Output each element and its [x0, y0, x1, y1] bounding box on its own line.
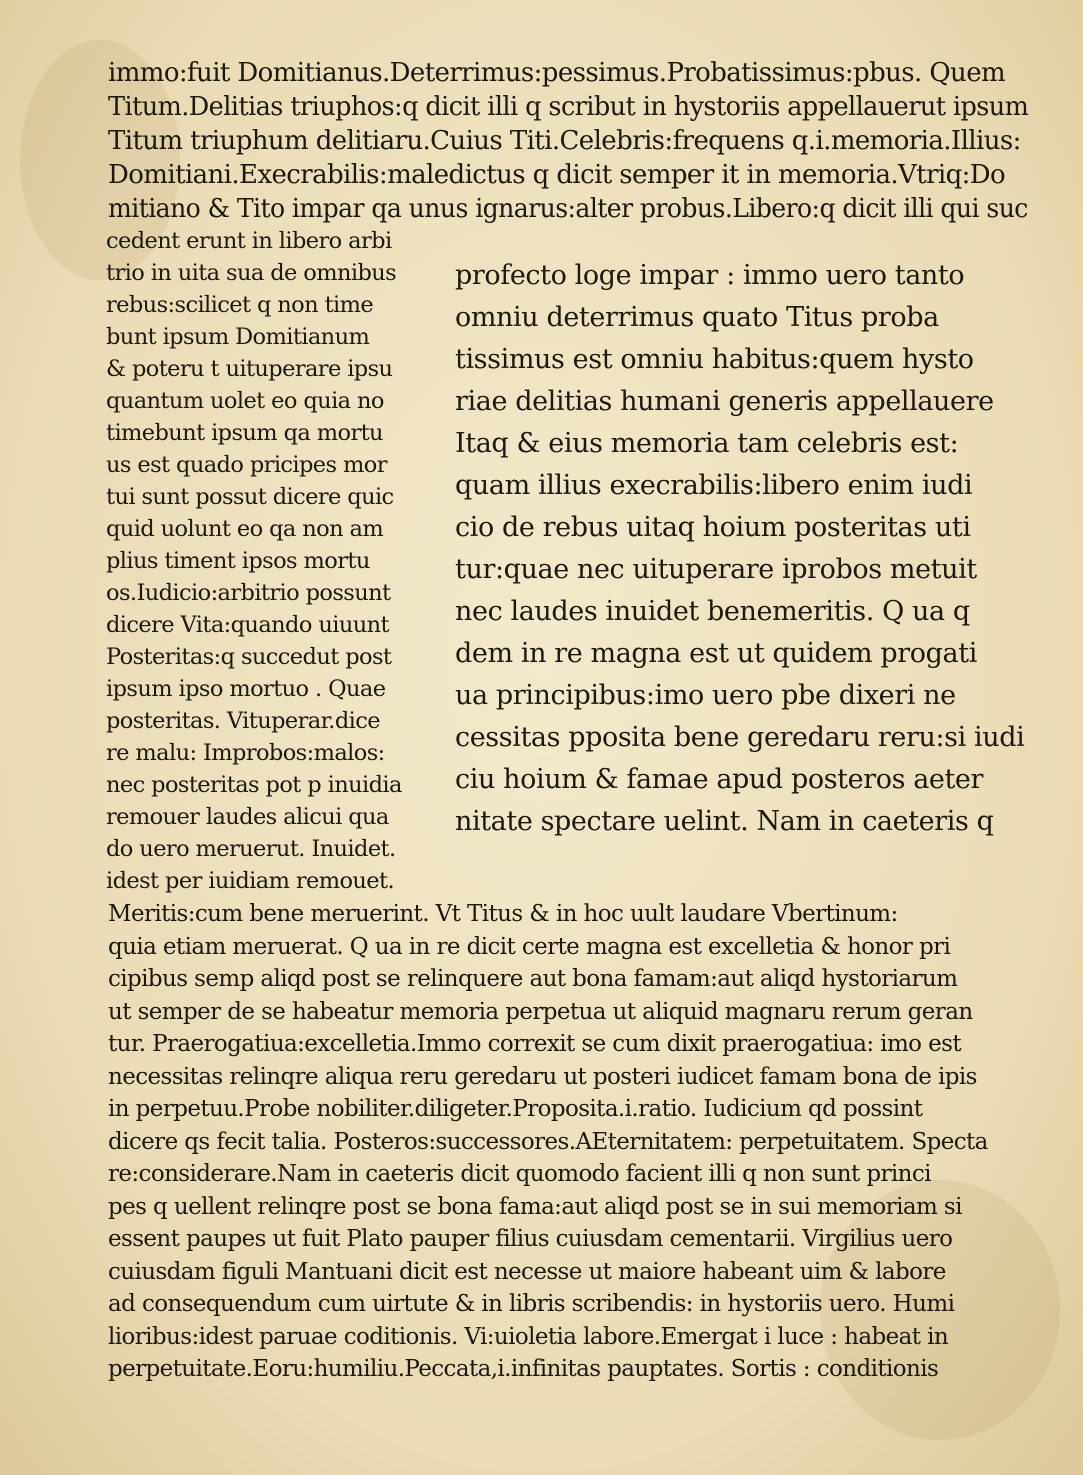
text-line: Meritis:cum bene meruerint. Vt Titus & in hoc uult laudare Vbertinum:: [108, 901, 898, 927]
text-line: mitiano & Tito impar qa unus ignarus:alter probus.Libero:q dicit illi qui suc: [108, 194, 1028, 224]
text-line: ipsum ipso mortuo . Quae: [106, 676, 386, 702]
text-line: in perpetuu.Probe nobiliter.diligeter.Proposita.i.ratio. Iudicium qd possint: [108, 1096, 923, 1122]
text-line: posteritas. Vituperar.dice: [106, 708, 380, 734]
text-line: plius timent ipsos mortu: [106, 548, 370, 574]
text-line: cuiusdam figuli Mantuani dicit est necesse ut maiore habeant uim & labore: [108, 1258, 946, 1285]
text-line: Titum.Delitias triuphos:q dicit illi q scribut in hystoriis appellauerut ipsum: [108, 92, 1029, 122]
text-line: tui sunt possut dicere quic: [106, 484, 394, 510]
text-line: nitate spectare uelint. Nam in caeteris q: [455, 806, 994, 837]
text-line: profecto loge impar : immo uero tanto: [455, 260, 965, 291]
text-line: tissimus est omniu habitus:quem hysto: [455, 344, 974, 375]
text-line: quid uolunt eo qa non am: [106, 516, 384, 542]
text-line: nec posteritas pot p inuidia: [106, 772, 402, 798]
main-text-column: [455, 262, 1025, 862]
text-line: omniu deterrimus quato Titus proba: [455, 302, 939, 333]
text-line: quam illius execrabilis:libero enim iudi: [455, 470, 973, 501]
text-line: cessitas pposita bene geredaru reru:si iudi: [455, 722, 1025, 753]
text-line: remouer laudes alicui qua: [106, 804, 389, 830]
text-line: essent paupes ut fuit Plato pauper filius cuiusdam cementarii. Virgilius uero: [108, 1226, 953, 1252]
text-line: cio de rebus uitaq hoium posteritas uti: [455, 512, 971, 543]
text-line: Itaq & eius memoria tam celebris est:: [455, 428, 959, 459]
text-line: cedent erunt in libero arbi: [106, 228, 392, 254]
text-line: ua principibus:imo uero pbe dixeri ne: [455, 680, 956, 711]
text-line: rebus:scilicet q non time: [106, 292, 374, 318]
text-line: dem in re magna est ut quidem progati: [455, 638, 977, 669]
text-line: re:considerare.Nam in caeteris dicit quomodo facient illi q non sunt princi: [108, 1161, 931, 1187]
commentary-bottom-block: [108, 903, 1033, 1393]
text-line: tur. Praerogatiua:excelletia.Immo correxit se cum dixit praerogatiua: imo est: [108, 1031, 961, 1057]
text-line: bunt ipsum Domitianum: [106, 324, 370, 350]
text-line: re malu: Improbos:malos:: [106, 740, 385, 766]
text-line: & poteru t uituperare ipsu: [106, 356, 393, 382]
text-line: Posteritas:q succedut post: [106, 644, 392, 670]
text-line: dicere Vita:quando uiuunt: [106, 612, 389, 638]
text-line: os.Iudicio:arbitrio possunt: [106, 580, 391, 606]
text-line: quia etiam meruerat. Q ua in re dicit certe magna est excelletia & honor pri: [108, 933, 951, 960]
text-line: tur:quae nec uituperare iprobos metuit: [455, 554, 977, 585]
text-line: quantum uolet eo quia no: [106, 388, 384, 414]
text-line: timebunt ipsum qa mortu: [106, 420, 383, 446]
text-line: dicere qs fecit talia. Posteros:successores.AEternitatem: perpetuitatem. Specta: [108, 1128, 988, 1155]
text-line: trio in uita sua de omnibus: [106, 260, 397, 286]
text-line: ut semper de se habeatur memoria perpetua ut aliquid magnaru rerum geran: [108, 998, 973, 1025]
text-line: pes q uellent relinqre post se bona fama:aut aliqd post se in sui memoriam si: [108, 1193, 962, 1220]
text-line: nec laudes inuidet benemeritis. Q ua q: [455, 596, 970, 627]
text-line: immo:fuit Domitianus.Deterrimus:pessimus.Probatissimus:pbus. Quem: [108, 58, 1006, 88]
text-line: ciu hoium & famae apud posteros aeter: [455, 764, 984, 795]
commentary-top-block: [108, 60, 1028, 240]
text-line: idest per iuidiam remouet.: [106, 868, 395, 894]
text-line: lioribus:idest paruae coditionis. Vi:uioletia labore.Emergat i luce : habeat in: [108, 1323, 949, 1350]
text-line: Domitiani.Execrabilis:maledictus q dicit semper it in memoria.Vtriq:Do: [108, 160, 1006, 190]
text-line: riae delitias humani generis appellauere: [455, 386, 994, 417]
text-line: cipibus semp aliqd post se relinquere aut bona famam:aut aliqd hystoriarum: [108, 966, 958, 992]
text-line: Titum triuphum delitiaru.Cuius Titi.Celebris:frequens q.i.memoria.Illius:: [108, 126, 1021, 156]
commentary-left-column: [106, 230, 436, 910]
text-line: do uero meruerut. Inuidet.: [106, 836, 396, 862]
text-line: necessitas relinqre aliqua reru geredaru ut posteri iudicet famam bona de ipis: [108, 1063, 977, 1090]
text-line: ad consequendum cum uirtute & in libris scribendis: in hystoriis uero. Humi: [108, 1291, 955, 1317]
text-line: perpetuitate.Eoru:humiliu.Peccata,i.infinitas pauptates. Sortis : conditionis: [108, 1356, 939, 1382]
text-line: us est quado pricipes mor: [106, 452, 387, 478]
